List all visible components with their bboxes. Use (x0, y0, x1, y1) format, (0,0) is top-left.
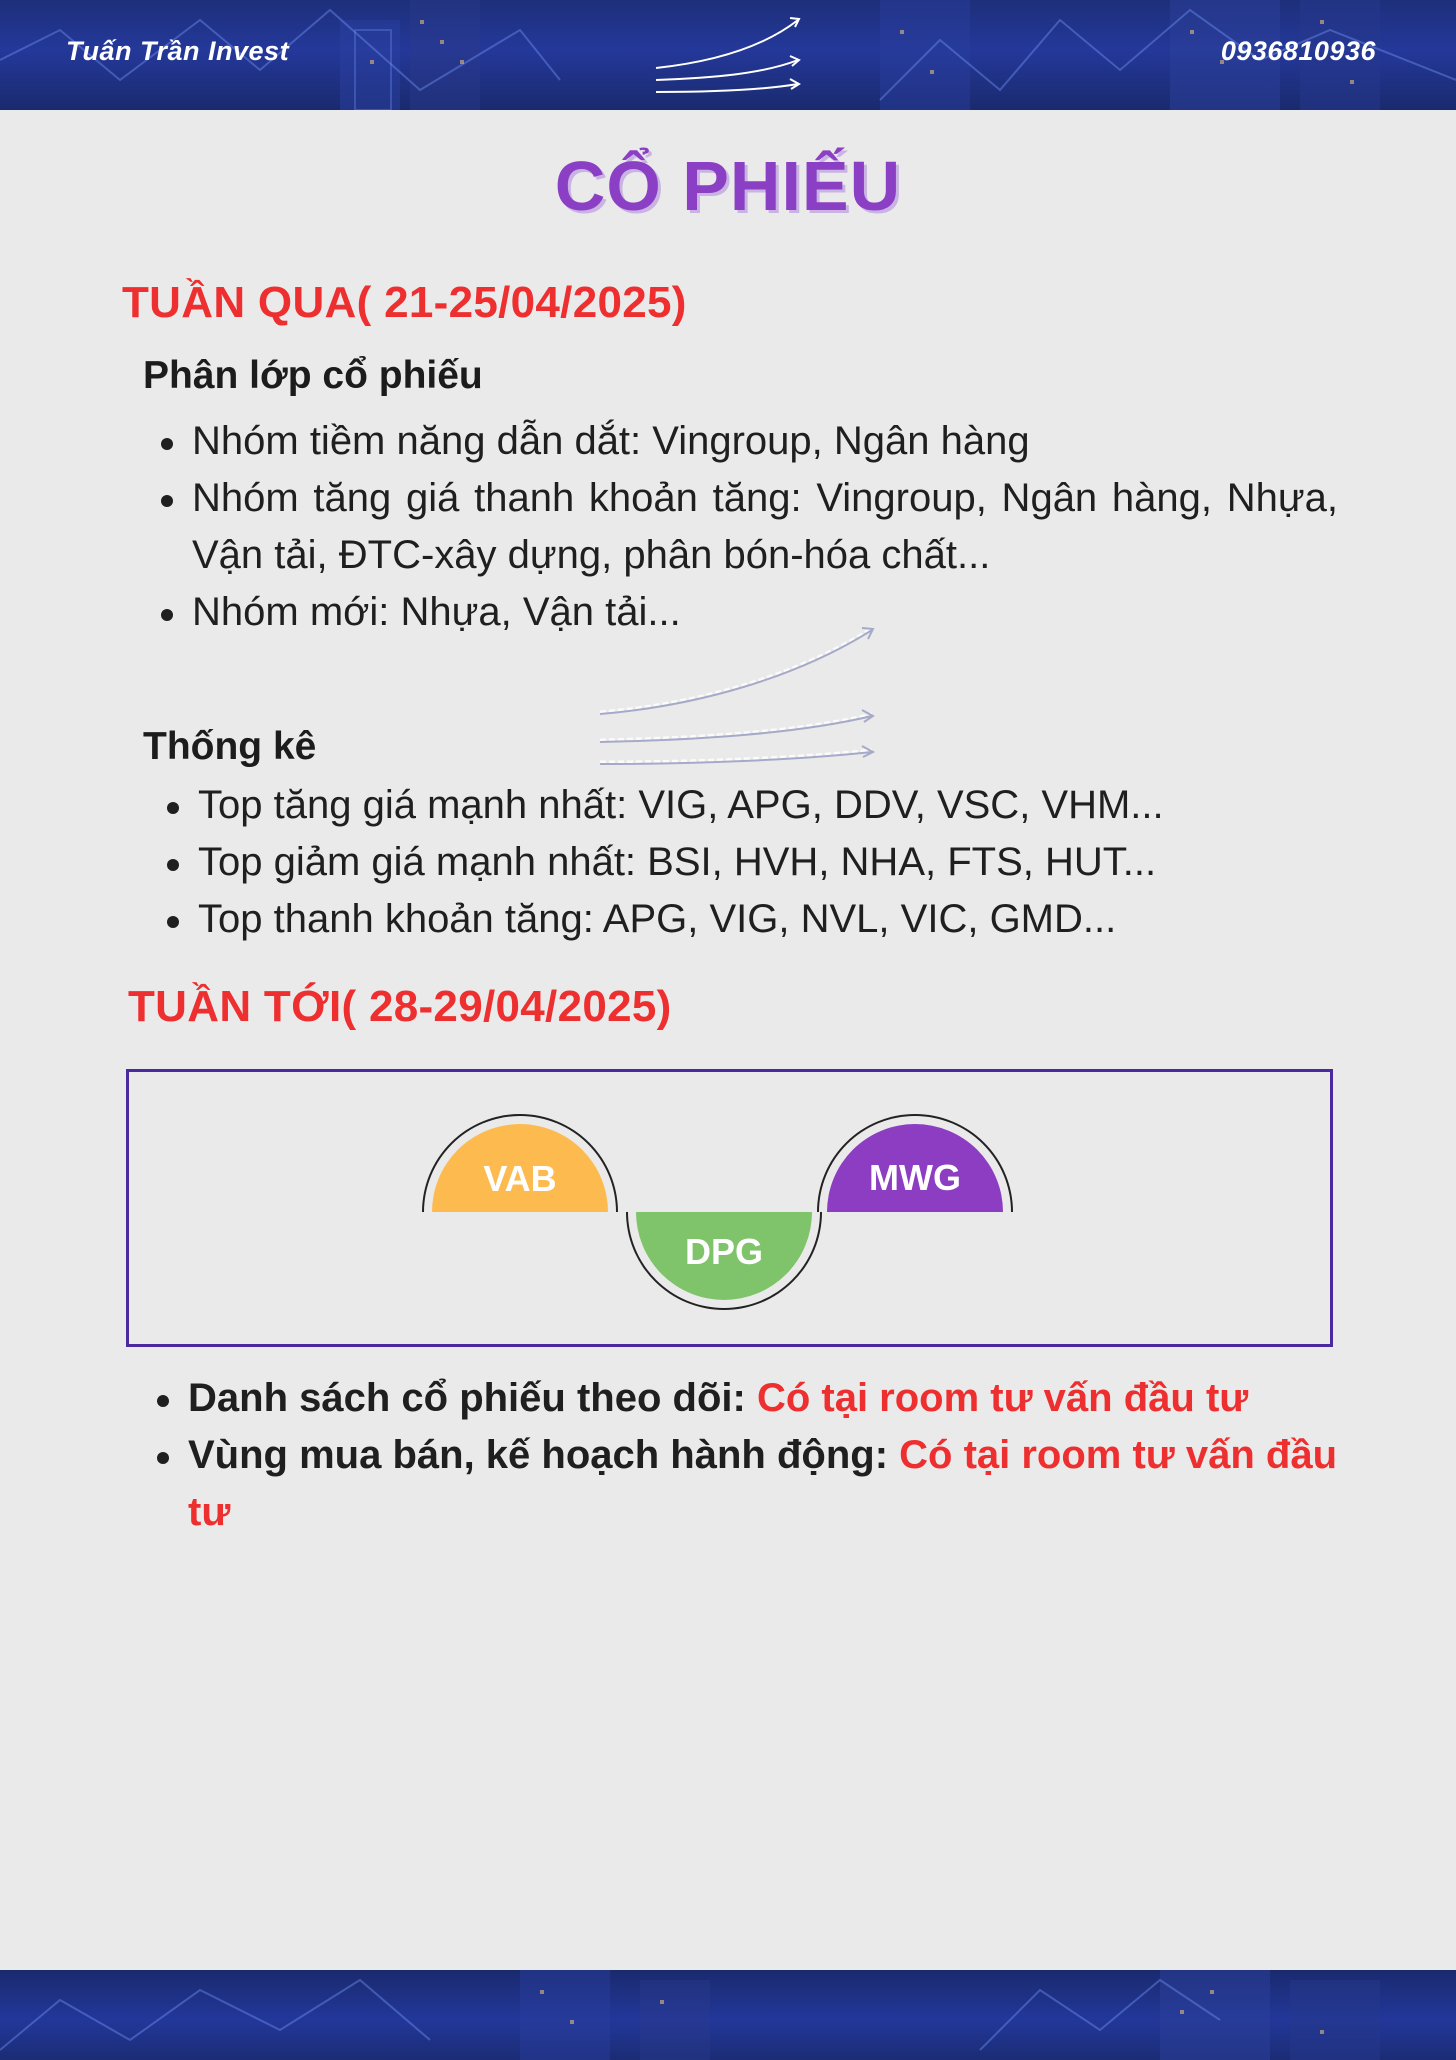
trend-arrows-icon (652, 12, 808, 98)
note-value: Có tại room tư vấn đầu tư (756, 1376, 1249, 1420)
footer-banner (0, 1970, 1456, 2060)
note-value: Có tại room tư vấn đầu tư (188, 1433, 1338, 1534)
stock-ticker: VAB (483, 1158, 557, 1199)
advisory-notes-list (154, 1370, 1354, 1541)
stock-badge-mwg (817, 1114, 1013, 1212)
classification-heading: Phân lớp cổ phiếu (143, 354, 483, 397)
page-title: CỔ PHIẾU (554, 147, 902, 225)
list-item (154, 1427, 1354, 1541)
next-week-heading: TUẦN TỚI( 28-29/04/2025) (128, 982, 672, 1031)
stats-heading: Thống kê (143, 725, 317, 768)
list-item: Nhóm tiềm năng dẫn dắt: Vingroup, Ngân hàng (158, 413, 1338, 470)
decorative-arrows-icon (596, 620, 881, 770)
brand-name: Tuấn Trần Invest (66, 36, 290, 66)
stock-ticker: MWG (869, 1157, 961, 1198)
note-label: Vùng mua bán, kế hoạch hành động: (188, 1433, 900, 1477)
note-label: Danh sách cổ phiếu theo dõi: (188, 1376, 757, 1420)
list-item: Top thanh khoản tăng: APG, VIG, NVL, VIC, GMD... (164, 891, 1344, 948)
last-week-heading: TUẦN QUA( 21-25/04/2025) (122, 278, 687, 327)
list-item: Nhóm tăng giá thanh khoản tăng: Vingroup, Ngân hàng, Nhựa, Vận tải, ĐTC-xây dựng, phân bón-hóa chất... (158, 470, 1338, 584)
stock-ticker: DPG (684, 1231, 763, 1272)
city-skyline-graphic (0, 1970, 1456, 2060)
header-banner (0, 0, 1456, 110)
stock-badge-vab (422, 1114, 618, 1212)
phone-number: 0936810936 (1220, 36, 1376, 66)
stock-badge-dpg (626, 1212, 822, 1310)
stats-list (164, 777, 1344, 948)
watchlist-box (126, 1069, 1333, 1347)
classification-list (158, 413, 1338, 641)
list-item (154, 1370, 1354, 1427)
list-item: Nhóm mới: Nhựa, Vận tải... (158, 584, 1338, 641)
list-item: Top giảm giá mạnh nhất: BSI, HVH, NHA, FTS, HUT... (164, 834, 1344, 891)
list-item: Top tăng giá mạnh nhất: VIG, APG, DDV, VSC, VHM... (164, 777, 1344, 834)
